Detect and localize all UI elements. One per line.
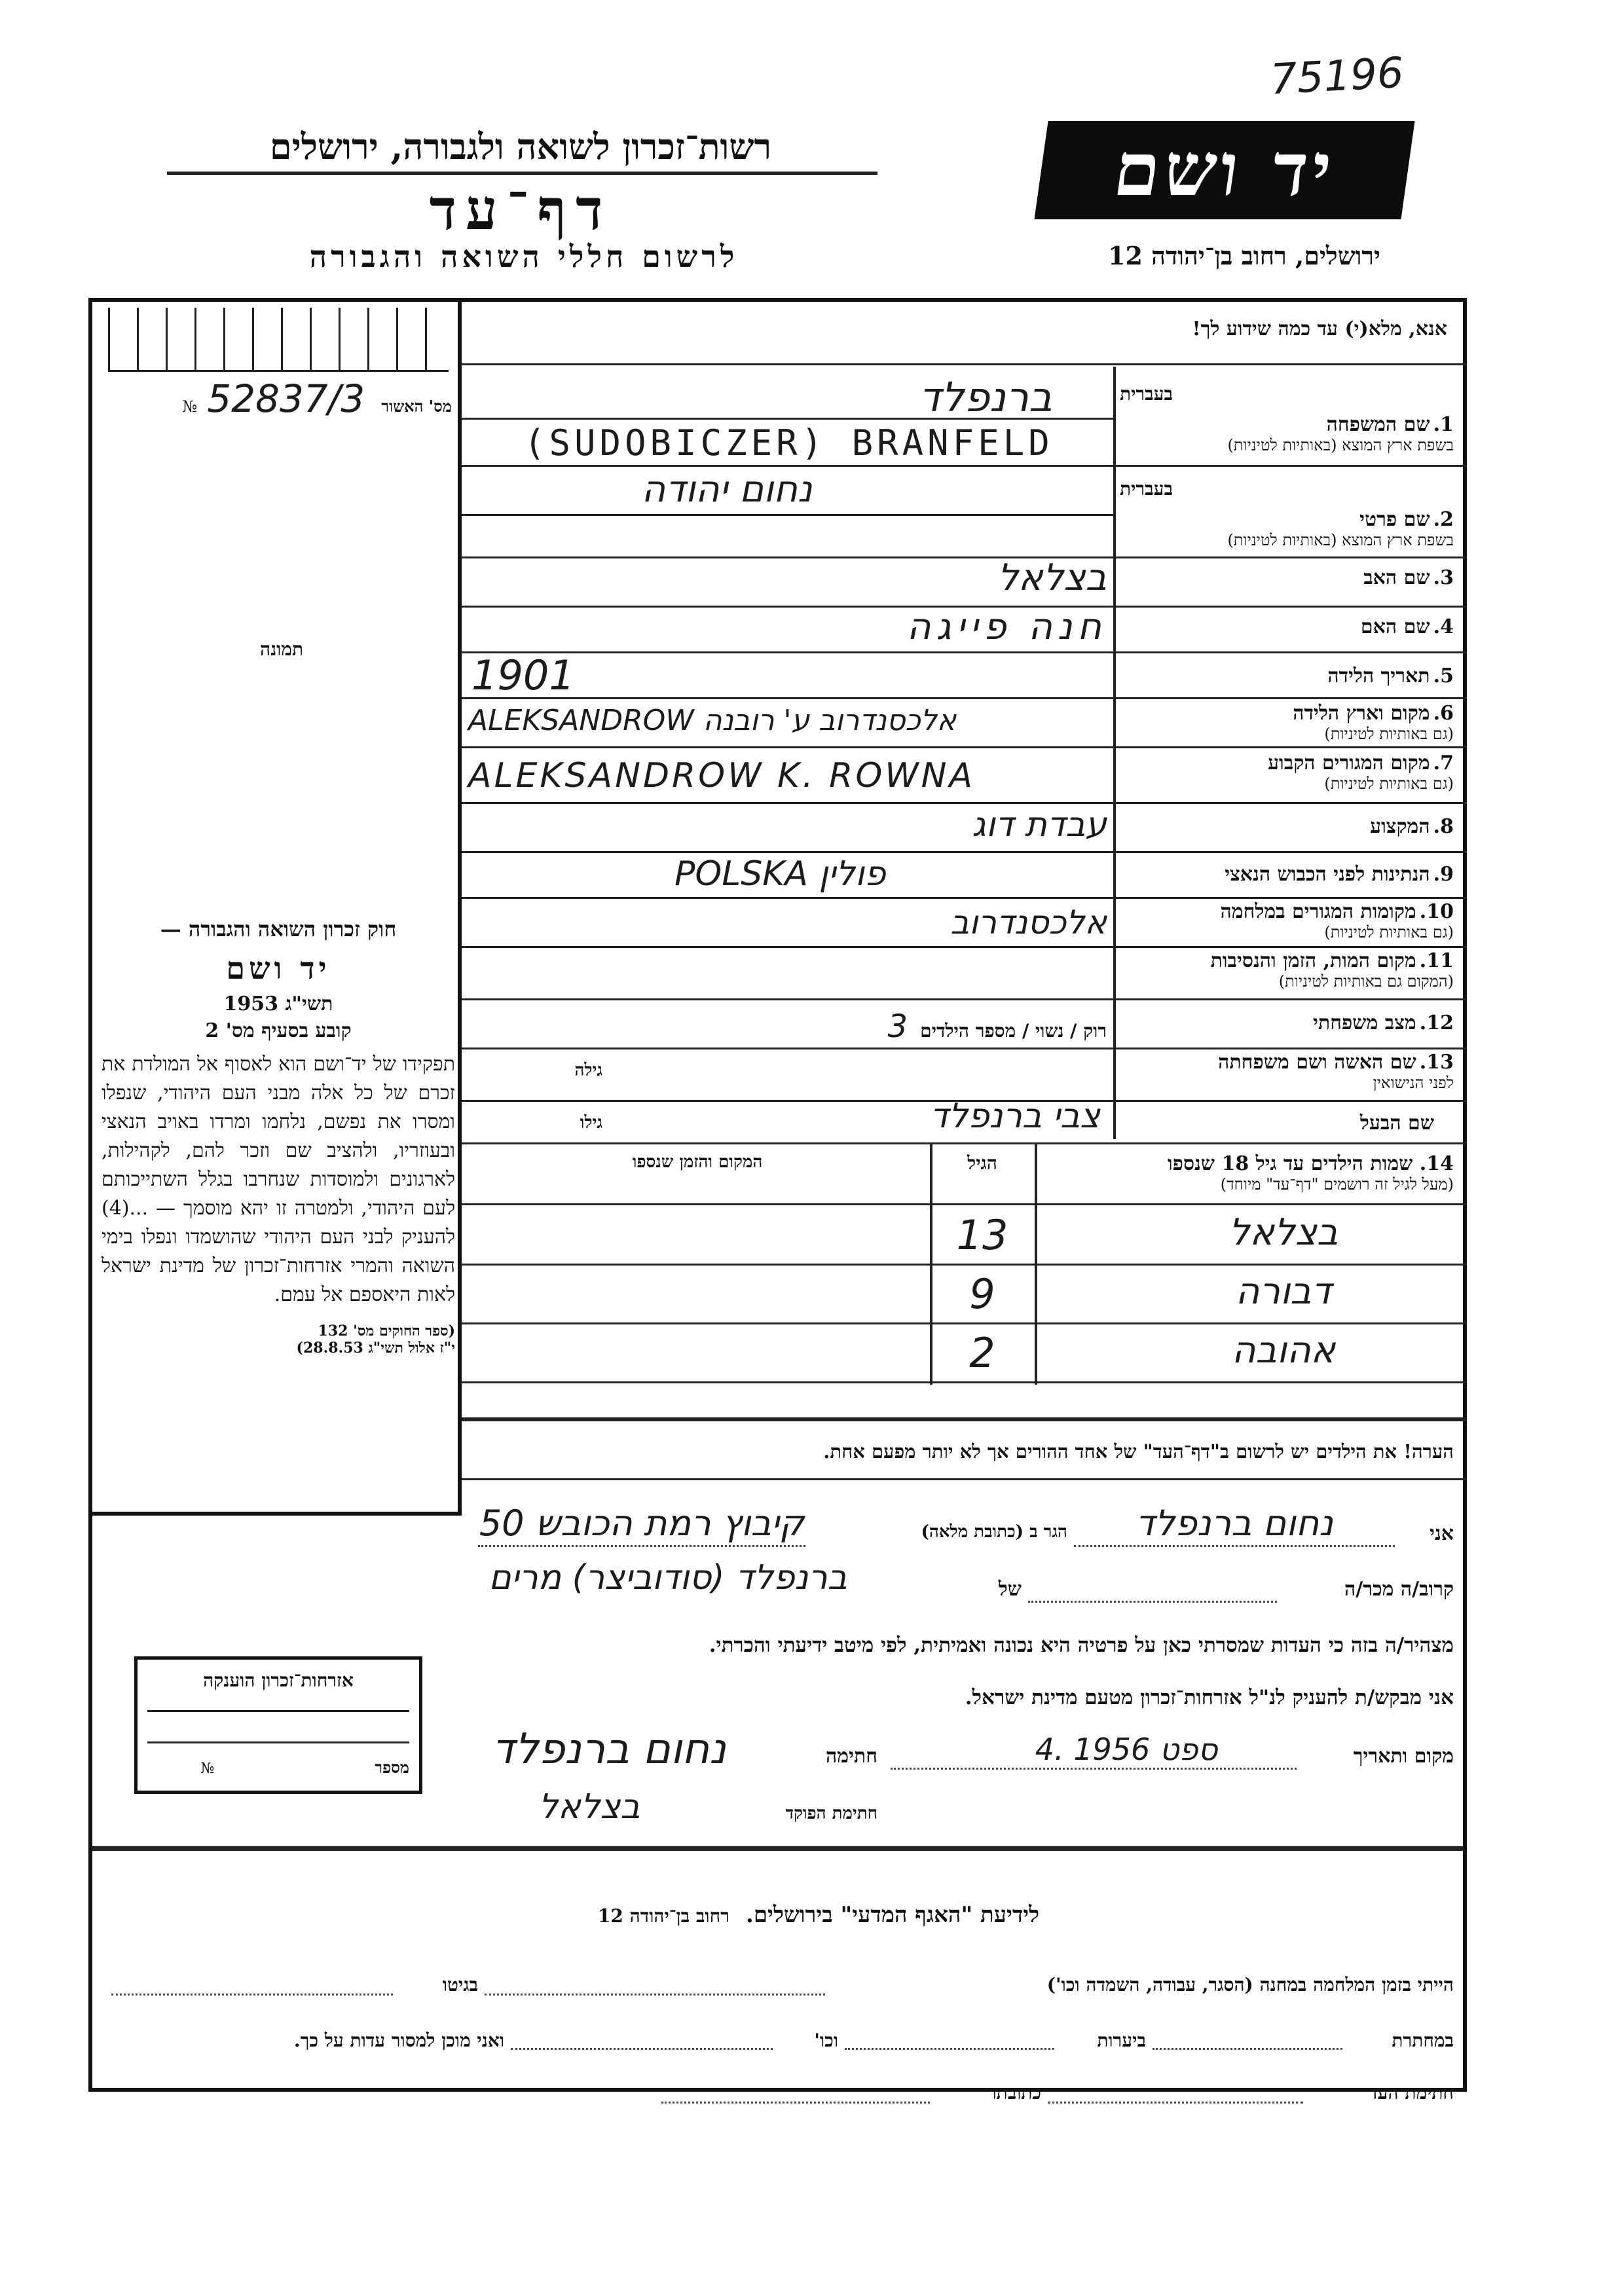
row-line xyxy=(462,802,1467,804)
footer-line1-b: בגיטו xyxy=(442,1974,478,1995)
field-9-text: הנתינות לפני הכבוש הנאצי xyxy=(1225,863,1430,886)
archive-number: 75196 xyxy=(1269,48,1405,105)
authority-title: רשות־זכרון לשואה ולגבורה, ירושלים xyxy=(269,126,772,168)
row-line xyxy=(462,514,1113,516)
footer-line3-field-1 xyxy=(1048,2102,1303,2104)
children-row-line xyxy=(462,1322,1467,1324)
field-7-num: 7. xyxy=(1433,752,1454,774)
field-12-value[interactable] xyxy=(655,1008,1107,1045)
children-row-line xyxy=(462,1264,1467,1266)
field-12-num: 12. xyxy=(1419,1011,1454,1034)
footer-line3-b: כתובתו xyxy=(991,2082,1041,2104)
note: הערה! את הילדים יש לרשום ב"דף־העד" של אחד ההורים אך לא יותר מפעם אחת. xyxy=(823,1440,1454,1463)
hebrew-label-2: בעברית xyxy=(1120,478,1173,500)
field-6-label xyxy=(1120,702,1454,744)
field-10-text: מקומות המגורים במלחמה xyxy=(1220,900,1416,923)
field-3-num: 3. xyxy=(1433,566,1454,589)
decl-address[interactable]: קיבוץ רמת הכובש 50 xyxy=(479,1503,805,1544)
field-11-text: מקום המות, הזמן והנסיבות xyxy=(1210,949,1416,972)
field-5-label xyxy=(1120,665,1454,687)
field-10-label xyxy=(1120,900,1454,942)
husband-value[interactable]: צבי ברנפלד xyxy=(930,1097,1100,1136)
field-13-sub: לפני הנישואין xyxy=(1373,1074,1454,1092)
law-name: יד ושם xyxy=(226,951,331,986)
child-age[interactable]: 9 xyxy=(969,1270,995,1318)
header-address: ירושלים, רחוב בן־יהודה 12 xyxy=(1108,241,1380,270)
field-11-num: 11. xyxy=(1419,949,1454,972)
field-2-label-block xyxy=(1120,478,1454,550)
law-text: תפקידו של יד־ושם הוא לאסוף אל המולדת את זכרם של כל אלה מבני העם היהודי, שנפלו ומסרו את נפשם, נלחמו ומרדו באויב הנאצי ובעוזריו, ולהציב שם וזכר להם, לקהילות, לארגונים ולמוסדות שנחרבו בגלל השתייכותם לעם היהודי, ולמטרה זו יהא מוסמך — ...(4) להעניק לבני העם היהודי שהושמדו ונפלו בימי השואה והמרי אזרחות־זכרון של מדינת ישראל לאות היאספם אל עמם. xyxy=(101,1053,455,1306)
field-12-label xyxy=(1120,1011,1454,1034)
law-block xyxy=(101,917,455,1357)
field-13-text: שם האשה ושם משפחתה xyxy=(1218,1051,1416,1074)
field-7-sub: (גם באותיות לטיניות) xyxy=(1324,774,1454,793)
decl-relative-line xyxy=(1028,1601,1277,1603)
child-age[interactable]: 2 xyxy=(969,1329,995,1377)
footer-line3-field-2 xyxy=(661,2102,930,2104)
field-4-text: שם האם xyxy=(1360,615,1430,638)
place-header: המקום והזמן שנספו xyxy=(632,1152,763,1172)
field-10-value[interactable]: אלכסנדרוב xyxy=(950,903,1107,941)
registration-symbol: № xyxy=(182,397,198,416)
husband-label: שם הבעל xyxy=(1359,1112,1434,1135)
decl-date-value[interactable]: 4. ספט 1956 xyxy=(1035,1732,1218,1767)
row-line xyxy=(462,1142,1467,1144)
decl-place-date-label: מקום ותאריך xyxy=(1353,1745,1454,1768)
field-8-text: המקצוע xyxy=(1370,815,1430,838)
decl-request: אני מבקש/ת להעניק לנ"ל אזרחות־זכרון מטעם מדינת ישראל. xyxy=(965,1686,1454,1709)
children-sub: (מעל לגיל זה רושמים "דף־עד" מיוחד) xyxy=(1220,1175,1454,1194)
footer-line1-a: הייתי בזמן המלחמה במחנה (הסגר, עבודה, השמדה וכו') xyxy=(1046,1974,1454,1995)
decl-relative-label: קרוב/ה מכר/ה xyxy=(1344,1578,1454,1601)
label-column-divider xyxy=(1113,367,1116,1139)
age-header: הגיל xyxy=(967,1152,997,1174)
footer-line2-field-2 xyxy=(845,2048,1054,2050)
field-7-text: מקום המגורים הקבוע xyxy=(1268,752,1430,774)
decl-officer-label: חתימת הפוקד xyxy=(785,1804,877,1823)
footer-line2-field-3 xyxy=(511,2048,773,2050)
citizenship-title: אזרחות־זכרון הוענקה xyxy=(203,1669,354,1691)
hebrew-label: בעברית xyxy=(1120,383,1173,405)
instruction: אנא, מלא(י) עד כמה שידוע לך! xyxy=(1192,318,1447,340)
child-name[interactable]: אהובה xyxy=(1231,1329,1336,1372)
footer-line2-b: ביערות xyxy=(1097,2030,1146,2051)
field-2-num: 2. xyxy=(1433,508,1454,531)
field-2-hebrew-value[interactable]: נחום יהודה xyxy=(641,468,813,511)
field-6-sub: (גם באותיות לטיניות) xyxy=(1324,725,1454,743)
law-ref-1: (ספר החוקים מס' 132 xyxy=(318,1322,455,1339)
field-13-label xyxy=(1120,1051,1454,1093)
field-1-label-block xyxy=(1120,383,1454,455)
husband-age-label: גילו xyxy=(580,1113,602,1133)
field-7-label xyxy=(1120,752,1454,793)
field-1-hebrew-value[interactable]: ברנפלד xyxy=(919,373,1052,421)
child-name[interactable]: בצלאל xyxy=(1228,1211,1338,1254)
children-count[interactable]: 3 xyxy=(887,1008,908,1045)
field-6-value[interactable]: ALEKSANDROW אלכסנדרוב ע' רובנה xyxy=(468,704,957,737)
decl-name[interactable]: נחום ברנפלד xyxy=(1135,1503,1333,1544)
law-ref-2: י"ז אלול תשי"ג 28.8.53) xyxy=(296,1339,455,1357)
row-line xyxy=(462,946,1467,948)
footer-line2-field-1 xyxy=(1153,2048,1342,2050)
field-9-label xyxy=(1120,863,1454,886)
law-year: תשי"ג 1953 xyxy=(223,993,333,1015)
citizenship-number-symbol: № xyxy=(200,1760,215,1777)
note-divider xyxy=(462,1478,1467,1480)
field-5-num: 5. xyxy=(1433,665,1454,687)
field-8-value[interactable]: עבדת דוג xyxy=(972,805,1107,845)
field-1-label: שם המשפחה xyxy=(1326,413,1430,436)
form-subtitle: לרשום חללי השואה והגבורה xyxy=(309,239,739,274)
decl-resides-label: הגר ב (כתובת מלאה) xyxy=(921,1522,1067,1542)
decl-signature-value[interactable]: נחום ברנפלד xyxy=(492,1725,726,1774)
citizenship-number-label: מספר xyxy=(375,1758,409,1777)
field-12-text: מצב משפחתי xyxy=(1313,1011,1416,1034)
marital-options: רוק / נשוי / מספר הילדים xyxy=(920,1020,1107,1042)
field-3-label xyxy=(1120,566,1454,589)
field-9-num: 9. xyxy=(1433,863,1454,886)
decl-address-line xyxy=(478,1545,805,1547)
law-clause: קובע בסעיף מס' 2 xyxy=(205,1019,352,1042)
row-line xyxy=(462,897,1467,899)
citizenship-line xyxy=(147,1710,409,1712)
row-line xyxy=(462,746,1467,748)
wife-age-label: גילה xyxy=(574,1061,602,1080)
row-line xyxy=(462,851,1467,853)
footer-line1-field-2 xyxy=(111,1994,393,1995)
decl-statement: מצהיר/ה בזה כי העדות שמסרתי כאן על פרטיה היא נכונה ואמיתית, לפי מיטב ידיעתי והכרתי. xyxy=(709,1633,1454,1657)
row-line xyxy=(462,998,1467,1000)
field-3-value[interactable]: בצלאל xyxy=(997,556,1107,599)
registration-row xyxy=(111,376,452,422)
field-4-value[interactable]: חנה פייגה xyxy=(906,606,1107,648)
field-6-text: מקום וארץ הלידה xyxy=(1293,702,1430,725)
decl-relative-value[interactable]: ברנפלד (סודוביצר) מרים xyxy=(489,1558,847,1597)
decl-name-line xyxy=(1074,1545,1395,1547)
footer-title-row xyxy=(458,1902,1179,1928)
citizenship-line xyxy=(147,1741,409,1743)
children-label: 14. שמות הילדים עד גיל 18 שנספו xyxy=(1167,1152,1454,1175)
field-11-label xyxy=(1120,949,1454,991)
decl-of-label: של xyxy=(998,1578,1022,1601)
children-header xyxy=(1041,1152,1454,1194)
children-bottom-line xyxy=(462,1417,1467,1421)
field-6-num: 6. xyxy=(1433,702,1454,725)
field-5-value[interactable]: 1901 xyxy=(471,651,575,699)
children-row-line xyxy=(462,1381,1467,1383)
yad-vashem-logo: יד ושם xyxy=(1034,121,1414,219)
footer-line3-a: חתימת העד xyxy=(1369,2082,1454,2104)
footer-address: רחוב בן־יהודה 12 xyxy=(597,1905,729,1927)
row-line xyxy=(462,1048,1467,1049)
field-4-label xyxy=(1120,615,1454,638)
field-8-num: 8. xyxy=(1433,815,1454,838)
citizenship-number-row xyxy=(147,1758,409,1777)
field-5-text: תאריך הלידה xyxy=(1327,665,1430,687)
field-2-sub: בשפת ארץ המוצא (באותיות לטיניות) xyxy=(1227,531,1454,549)
child-name[interactable]: דבורה xyxy=(1235,1270,1332,1313)
field-11-sub: (המקום גם באותיות לטיניות) xyxy=(1278,972,1454,991)
footer-divider xyxy=(92,1846,1464,1851)
children-header-line xyxy=(462,1203,1467,1205)
field-4-num: 4. xyxy=(1433,615,1454,638)
row-line xyxy=(462,465,1467,467)
field-10-sub: (גם באותיות לטיניות) xyxy=(1324,923,1454,941)
field-1-sub: בשפת ארץ המוצא (באותיות לטיניות) xyxy=(1227,436,1454,454)
registration-tick-row xyxy=(108,308,449,372)
field-3-text: שם האב xyxy=(1363,566,1430,589)
footer-line2-d: ואני מוכן למסור עדות על כך. xyxy=(293,2030,504,2051)
form-title: דף־עד xyxy=(429,177,612,243)
child-age[interactable]: 13 xyxy=(956,1211,1008,1259)
field-13-num: 13. xyxy=(1419,1051,1454,1074)
decl-date-line xyxy=(891,1768,1297,1770)
decl-officer-value[interactable]: בצלאל xyxy=(538,1787,640,1827)
registration-number: 52837/3 xyxy=(207,376,365,421)
footer-line2-a: במחתרת xyxy=(1392,2030,1454,2051)
instruction-divider xyxy=(462,363,1467,365)
field-2-label: שם פרטי xyxy=(1359,508,1430,531)
decl-signature-label: חתימה xyxy=(826,1745,877,1768)
decl-i-label: אני xyxy=(1430,1522,1454,1545)
field-1-num: 1. xyxy=(1433,413,1454,436)
registration-label: מס' האשור xyxy=(381,397,452,416)
law-title: חוק זכרון השואה והגבורה — xyxy=(160,917,397,941)
field-1-latin-value[interactable]: (SUDOBICZER) BRANFELD xyxy=(524,422,1054,464)
footer-title: לידיעת "האגף המדעי" בירושלים. xyxy=(745,1902,1040,1928)
field-10-num: 10. xyxy=(1419,900,1454,923)
field-9-value[interactable]: POLSKA פולין xyxy=(674,854,886,894)
footer-line2-c: וכו' xyxy=(814,2030,838,2051)
field-7-value[interactable]: ALEKSANDROW K. ROWNA xyxy=(468,756,976,795)
field-8-label xyxy=(1120,815,1454,838)
header-divider xyxy=(167,172,877,175)
photo-label: תמונה xyxy=(259,638,304,660)
footer-line1-field xyxy=(485,1994,825,1995)
